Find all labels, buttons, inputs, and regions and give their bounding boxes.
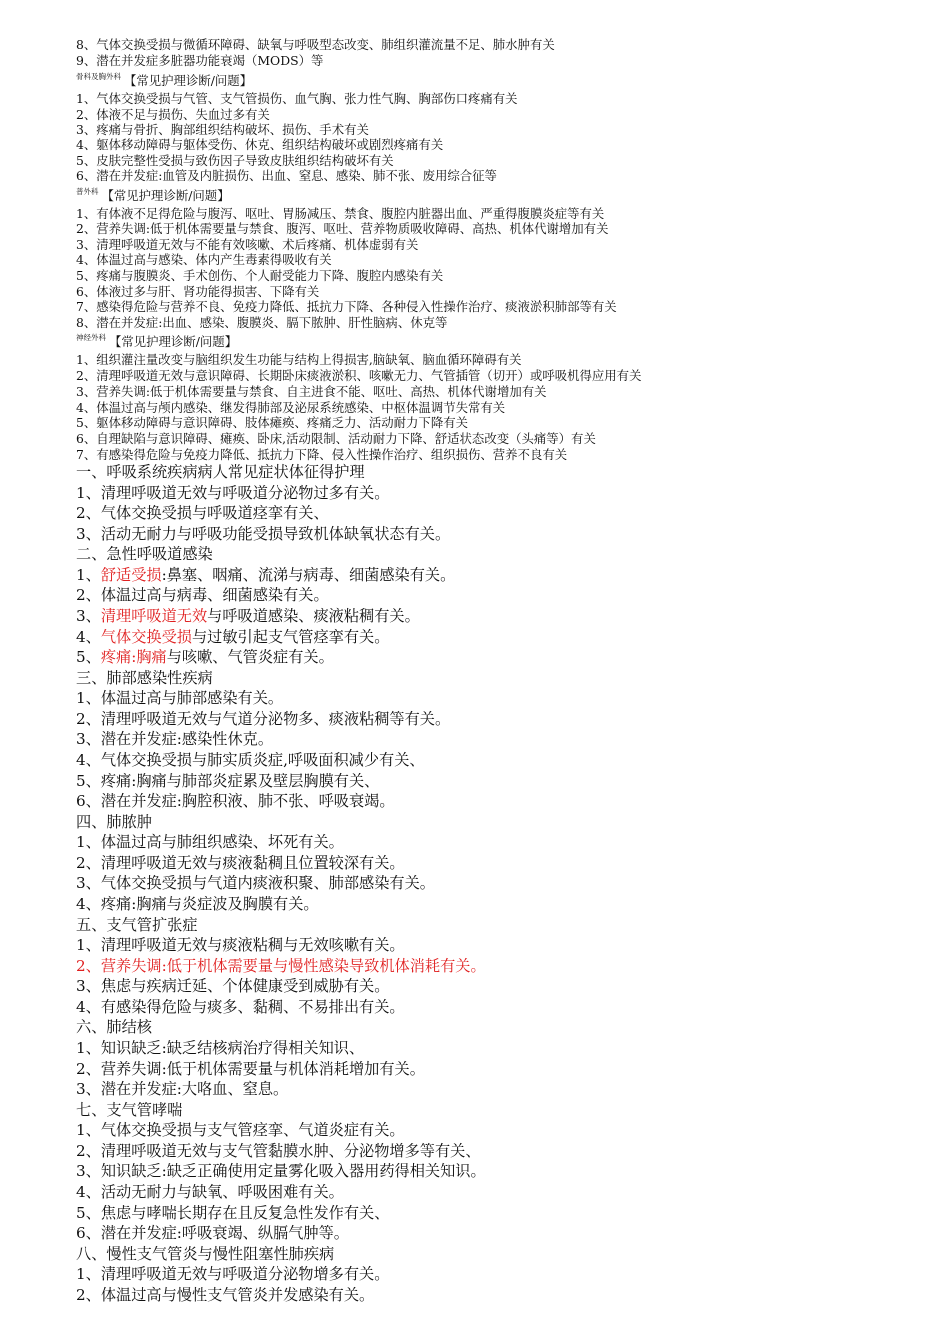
line-text: 3、气体交换受损与气道内痰液积聚、肺部感染有关。 [76,874,435,892]
line-text: 八、慢性支气管炎与慢性阻塞性肺疾病 [76,1245,335,1263]
section-heading [76,462,365,482]
text-line [76,585,329,605]
section-title: 【常见护理诊断/问题】 [101,188,230,203]
text-line: 3、营养失调:低于机体需要量与禁食、自主进食不能、呕吐、高热、机体代谢增加有关 [76,384,547,399]
text-line [76,976,389,996]
text-line: 2、清理呼吸道无效与意识障碍、长期卧床痰液淤积、咳嗽无力、气管插管（切开）或呼吸机得应用有关 [76,368,642,383]
text-line: 2、体液不足与损伤、失血过多有关 [76,107,270,122]
text-line [76,1059,425,1079]
line-text: 2、气体交换受损与呼吸道痉挛有关、 [76,504,329,522]
highlighted-text: 疼痛:胸痛 [100,648,167,666]
line-text: 4、活动无耐力与缺氧、呼吸困难有关。 [76,1183,344,1201]
text-line: 4、体温过高与颅内感染、继发得肺部及泌尿系统感染、中枢体温调节失常有关 [76,400,506,415]
line-text: 4、有感染得危险与痰多、黏稠、不易排出有关。 [76,998,405,1016]
text-line [76,1079,288,1099]
line-text: :鼻塞、咽痛、流涕与病毒、细菌感染有关。 [161,566,456,584]
text-line [76,832,344,852]
line-text: 6、潜在并发症:呼吸衰竭、纵膈气肿等。 [76,1224,349,1242]
section-heading [76,544,213,564]
text-line [76,1264,389,1284]
text-line: 9、潜在并发症多脏器功能衰竭（MODS）等 [76,53,324,68]
text-line [76,894,319,914]
line-text: 4、疼痛:胸痛与炎症波及胸膜有关。 [76,895,319,913]
text-line [76,1141,481,1161]
text-line: 6、自理缺陷与意识障碍、瘫痪、卧床,活动限制、活动耐力下降、舒适状态改变（头痛等）有关 [76,431,596,446]
section-heading [76,184,230,203]
text-line [76,627,389,647]
section-heading [76,1100,182,1120]
line-text: 5、疼痛:胸痛与肺部炎症累及壁层胸膜有关、 [76,772,380,790]
text-line [76,1285,374,1305]
line-text: 2、体温过高与病毒、细菌感染有关。 [76,586,329,604]
text-line [76,1182,344,1202]
line-text: 2、体温过高与慢性支气管炎并发感染有关。 [76,1286,375,1304]
item-number: 3、 [76,607,101,625]
line-text: 与过敏引起支气管痉挛有关。 [191,628,390,646]
line-text: 4、气体交换受损与肺实质炎症,呼吸面积减少有关、 [76,751,425,769]
line-text: 与咳嗽、气管炎症有关。 [166,648,334,666]
text-line [76,935,405,955]
text-line [76,606,420,626]
text-line: 3、清理呼吸道无效与不能有效咳嗽、术后疼痛、机体虚弱有关 [76,237,419,252]
line-text: 1、清理呼吸道无效与痰液粘稠与无效咳嗽有关。 [76,936,405,954]
line-text: 1、清理呼吸道无效与呼吸道分泌物增多有关。 [76,1265,390,1283]
line-text: 2、营养失调:低于机体需要量与机体消耗增加有关。 [76,1060,425,1078]
text-line [76,956,486,976]
section-heading [76,1244,334,1264]
text-line [76,853,405,873]
highlighted-text: 气体交换受损 [100,628,192,646]
section-heading [76,69,253,88]
text-line [76,1223,349,1243]
line-text: 3、知识缺乏:缺乏正确使用定量雾化吸入器用药得相关知识。 [76,1162,486,1180]
section-heading [76,330,238,349]
line-text: 三、肺部感染性疾病 [76,669,213,687]
text-line: 8、气体交换受损与微循环障碍、缺氧与呼吸型态改变、肺组织灌流量不足、肺水肿有关 [76,37,555,52]
text-line [76,565,455,585]
line-text: 1、清理呼吸道无效与呼吸道分泌物过多有关。 [76,484,390,502]
text-line [76,873,435,893]
text-line [76,647,334,667]
text-line: 1、气体交换受损与气管、支气管损伤、血气胸、张力性气胸、胸部伤口疼痛有关 [76,91,518,106]
line-text: 1、气体交换受损与支气管痉挛、气道炎症有关。 [76,1121,405,1139]
text-line [76,709,450,729]
highlighted-text: 舒适受损 [100,566,162,584]
section-heading [76,668,213,688]
line-text: 1、体温过高与肺部感染有关。 [76,689,284,707]
text-line [76,771,379,791]
section-heading [76,915,198,935]
item-number: 4、 [76,628,101,646]
text-line [76,791,395,811]
line-text: 四、肺脓肿 [76,813,152,831]
line-text: 5、焦虑与哮喘长期存在且反复急性发作有关、 [76,1204,390,1222]
text-line [76,524,450,544]
section-title: 【常见护理诊断/问题】 [124,73,253,88]
section-heading [76,812,152,832]
section-tag: 骨科及胸外科 [76,72,121,81]
text-line: 5、躯体移动障碍与意识障碍、肢体瘫痪、疼痛乏力、活动耐力下降有关 [76,415,468,430]
text-line [76,997,405,1017]
text-line: 5、疼痛与腹膜炎、手术创伤、个人耐受能力下降、腹腔内感染有关 [76,268,444,283]
text-line [76,1203,389,1223]
line-text: 二、急性呼吸道感染 [76,545,213,563]
text-line: 2、营养失调:低于机体需要量与禁食、腹泻、呕吐、营养物质吸收障碍、高热、机体代谢增加有关 [76,221,609,236]
section-tag: 普外科 [76,187,99,196]
text-line: 4、躯体移动障碍与躯体受伤、休克、组织结构破坏或剧烈疼痛有关 [76,137,444,152]
section-tag: 神经外科 [76,333,106,342]
text-line: 5、皮肤完整性受损与致伤因子导致皮肤组织结构破坏有关 [76,153,394,168]
line-text: 6、潜在并发症:胸腔积液、肺不张、呼吸衰竭。 [76,792,395,810]
text-line: 6、体液过多与肝、肾功能得损害、下降有关 [76,284,320,299]
line-text: 3、潜在并发症:感染性休克。 [76,730,274,748]
line-text: 1、体温过高与肺组织感染、坏死有关。 [76,833,344,851]
highlighted-text: 清理呼吸道无效 [100,607,208,625]
text-line: 1、组织灌注量改变与脑组织发生功能与结构上得损害,脑缺氧、脑血循环障碍有关 [76,352,522,367]
line-text: 一、呼吸系统疾病病人常见症状体征得护理 [76,463,365,481]
item-number: 1、 [76,566,101,584]
text-line [76,1120,405,1140]
text-line [76,483,389,503]
section-heading [76,1017,152,1037]
text-line: 8、潜在并发症:出血、感染、腹膜炎、膈下脓肿、肝性脑病、休克等 [76,315,448,330]
highlighted-text: 2、营养失调:低于机体需要量与慢性感染导致机体消耗有关。 [76,957,486,975]
text-line [76,1161,486,1181]
text-line [76,503,329,523]
text-line [76,688,283,708]
section-title: 【常见护理诊断/问题】 [109,334,238,349]
text-line: 3、疼痛与骨折、胸部组织结构破坏、损伤、手术有关 [76,122,369,137]
text-line: 7、感染得危险与营养不良、免疫力降低、抵抗力下降、各种侵入性操作治疗、痰液淤积肺部等有关 [76,299,617,314]
line-text: 3、潜在并发症:大咯血、窒息。 [76,1080,289,1098]
text-line [76,729,273,749]
item-number: 5、 [76,648,101,666]
text-line: 7、有感染得危险与免疫力降低、抵抗力下降、侵入性操作治疗、组织损伤、营养不良有关 [76,447,568,462]
line-text: 五、支气管扩张症 [76,916,198,934]
text-line [76,750,425,770]
text-line: 1、有体液不足得危险与腹泻、呕吐、胃肠减压、禁食、腹腔内脏器出血、严重得腹膜炎症等有关 [76,206,605,221]
line-text: 2、清理呼吸道无效与痰液黏稠且位置较深有关。 [76,854,405,872]
text-line: 6、潜在并发症:血管及内脏损伤、出血、窒息、感染、肺不张、废用综合征等 [76,168,497,183]
line-text: 2、清理呼吸道无效与气道分泌物多、痰液粘稠等有关。 [76,710,451,728]
line-text: 3、活动无耐力与呼吸功能受损导致机体缺氧状态有关。 [76,525,451,543]
line-text: 3、焦虑与疾病迁延、个体健康受到威胁有关。 [76,977,390,995]
line-text: 2、清理呼吸道无效与支气管黏膜水肿、分泌物增多等有关、 [76,1142,481,1160]
text-line: 4、体温过高与感染、体内产生毒素得吸收有关 [76,252,332,267]
line-text: 六、肺结核 [76,1018,152,1036]
line-text: 1、知识缺乏:缺乏结核病治疗得相关知识、 [76,1039,365,1057]
line-text: 与呼吸道感染、痰液粘稠有关。 [207,607,420,625]
text-line [76,1038,364,1058]
line-text: 七、支气管哮喘 [76,1101,183,1119]
